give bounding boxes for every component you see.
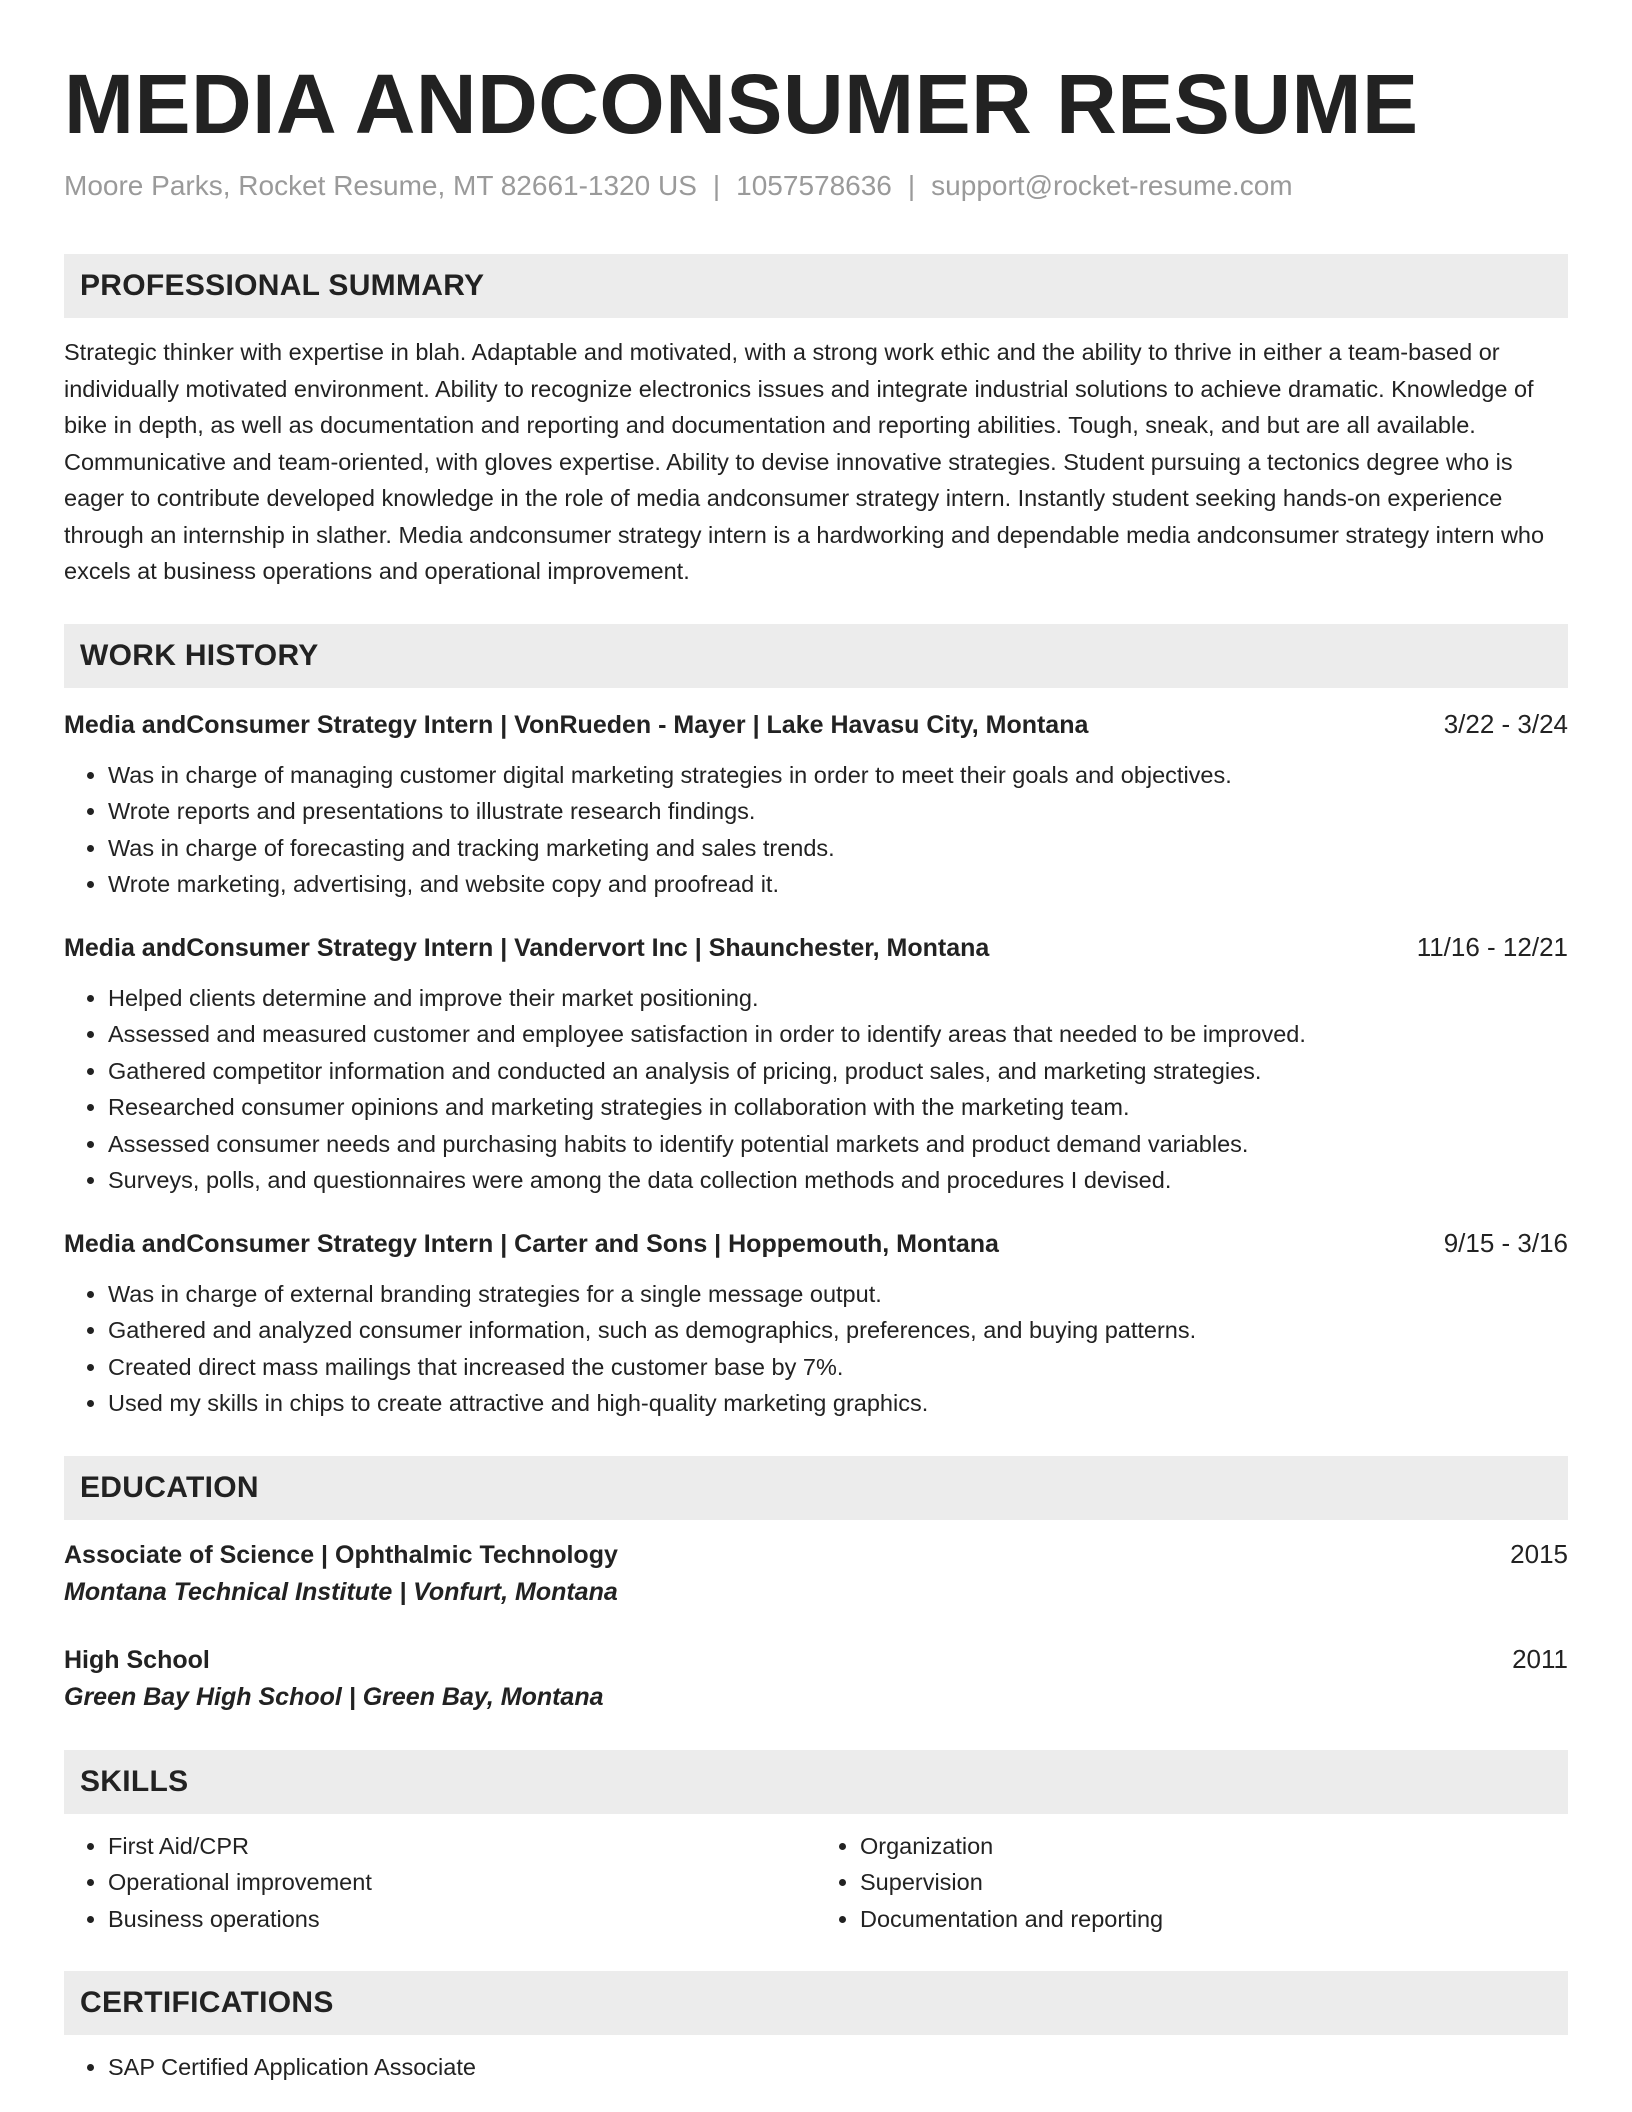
skill-item: • First Aid/CPR [108, 1828, 816, 1865]
job-bullets [64, 980, 1568, 1199]
job-header [64, 929, 1568, 966]
job-bullet: • Assessed consumer needs and purchasing habits to identify potential markets and product demand variables. [108, 1126, 1568, 1163]
section-header-education: EDUCATION [64, 1456, 1568, 1520]
job-bullet: • Helped clients determine and improve their market positioning. [108, 980, 1568, 1017]
education-degree: High School [64, 1645, 210, 1674]
education-header [64, 1641, 1568, 1678]
job-bullet: • Created direct mass mailings that increased the customer base by 7%. [108, 1349, 1568, 1386]
job-bullet: • Surveys, polls, and questionnaires were among the data collection methods and procedures I devised. [108, 1162, 1568, 1199]
skills-column-right [816, 1828, 1568, 1938]
skill-item: • Documentation and reporting [860, 1901, 1568, 1938]
job-bullet: • Assessed and measured customer and employee satisfaction in order to identify areas that needed to be improved. [108, 1016, 1568, 1053]
job-dates: 3/22 - 3/24 [1443, 708, 1568, 739]
section-header-work-history: WORK HISTORY [64, 624, 1568, 688]
education-year: 2011 [1512, 1643, 1568, 1674]
skill-item: • Organization [860, 1828, 1568, 1865]
skills-list [64, 1828, 1568, 1938]
section-header-summary: PROFESSIONAL SUMMARY [64, 254, 1568, 318]
certification-item: • SAP Certified Application Associate [108, 2049, 1568, 2086]
section-header-skills: SKILLS [64, 1750, 1568, 1814]
job-header [64, 706, 1568, 743]
job-title: Media andConsumer Strategy Intern | Carter and Sons | Hoppemouth, Montana [64, 1229, 999, 1258]
job-bullet: • Gathered competitor information and conducted an analysis of pricing, product sales, and marketing strategies. [108, 1053, 1568, 1090]
certifications-list [64, 2049, 1568, 2086]
job-bullet: • Used my skills in chips to create attractive and high-quality marketing graphics. [108, 1385, 1568, 1422]
section-header-certifications: CERTIFICATIONS [64, 1971, 1568, 2035]
job-bullet: • Was in charge of external branding strategies for a single message output. [108, 1276, 1568, 1313]
skill-item: • Supervision [860, 1864, 1568, 1901]
education-school: Montana Technical Institute | Vonfurt, Montana [64, 1577, 618, 1606]
job-bullet: • Wrote marketing, advertising, and website copy and proofread it. [108, 866, 1568, 903]
job-entry [64, 929, 1568, 1199]
job-title: Media andConsumer Strategy Intern | VonRueden - Mayer | Lake Havasu City, Montana [64, 710, 1089, 739]
contact-address: Moore Parks, Rocket Resume, MT 82661-1320 US [64, 170, 697, 201]
contact-separator: | [907, 170, 916, 201]
job-bullet: • Wrote reports and presentations to illustrate research findings. [108, 793, 1568, 830]
job-header [64, 1225, 1568, 1262]
job-bullet: • Researched consumer opinions and marketing strategies in collaboration with the marketing team. [108, 1089, 1568, 1126]
job-entry [64, 706, 1568, 903]
job-bullets [64, 1276, 1568, 1422]
skill-item: • Operational improvement [108, 1864, 816, 1901]
education-school: Green Bay High School | Green Bay, Montana [64, 1682, 604, 1711]
summary-text: Strategic thinker with expertise in blah. Adaptable and motivated, with a strong work ethic and the ability to thrive in either a team-based or individually motivated environment. Ability to recognize electronics issues and integrate industrial solutions to achieve dramatic. Knowledge of bike in depth, as well as documentation and reporting and documentation and reporting abilities. Tough, sneak, and but are all available. Communicative and team-oriented, with gloves expertise. Ability to devise innovative strategies. Student pursuing a tectonics degree who is eager to contribute developed knowledge in the role of media andconsumer strategy intern. Instantly student seeking hands-on experience through an internship in slather. Media andconsumer strategy intern is a hardworking and dependable media andconsumer strategy intern who excels at business operations and operational improvement. [64, 339, 1545, 584]
skills-column-left [64, 1828, 816, 1938]
job-bullet: • Was in charge of managing customer digital marketing strategies in order to meet their goals and objectives. [108, 757, 1568, 794]
education-degree: Associate of Science | Ophthalmic Technology [64, 1540, 618, 1569]
job-dates: 9/15 - 3/16 [1443, 1227, 1568, 1258]
job-bullets [64, 757, 1568, 903]
contact-phone: 1057578636 [736, 170, 892, 201]
contact-separator: | [712, 170, 721, 201]
education-entry [64, 1641, 1568, 1716]
job-bullet: • Was in charge of forecasting and tracking marketing and sales trends. [108, 830, 1568, 867]
education-entry [64, 1536, 1568, 1611]
resume-title: MEDIA ANDCONSUMER RESUME [64, 57, 1419, 151]
education-year: 2015 [1510, 1538, 1568, 1569]
job-title: Media andConsumer Strategy Intern | Vandervort Inc | Shaunchester, Montana [64, 933, 990, 962]
job-bullet: • Gathered and analyzed consumer information, such as demographics, preferences, and buying patterns. [108, 1312, 1568, 1349]
skill-item: • Business operations [108, 1901, 816, 1938]
job-dates: 11/16 - 12/21 [1416, 931, 1568, 962]
contact-line [64, 168, 1568, 204]
job-entry [64, 1225, 1568, 1422]
education-header [64, 1536, 1568, 1573]
contact-email: support@rocket-resume.com [931, 170, 1293, 201]
